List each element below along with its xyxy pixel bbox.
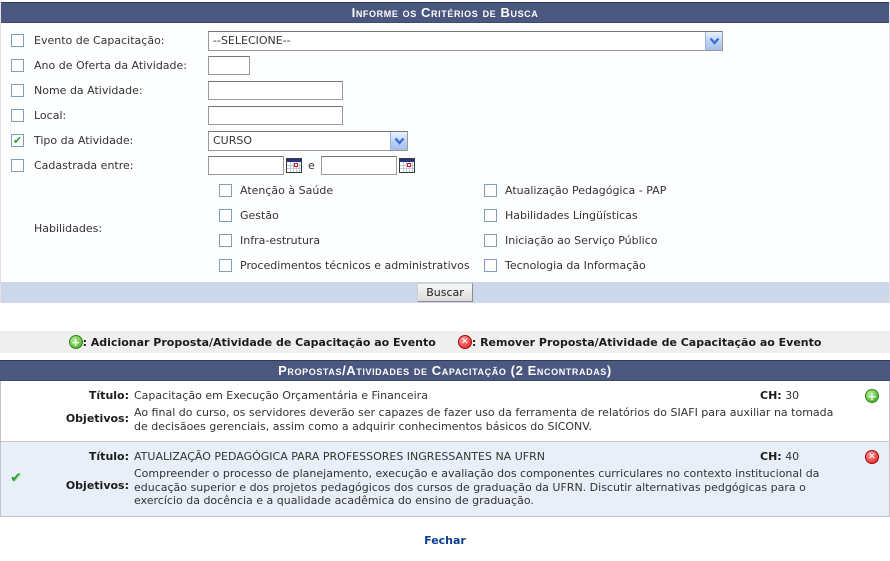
ano-checkbox[interactable] bbox=[11, 59, 24, 72]
legend-bar bbox=[0, 331, 890, 353]
habilidade-item bbox=[484, 253, 889, 278]
calendar-icon[interactable] bbox=[286, 158, 302, 173]
habilidade-checkbox-iniciacao-servico[interactable] bbox=[484, 234, 497, 247]
cadastrada-label: Cadastrada entre: bbox=[34, 159, 134, 172]
form-row-nome bbox=[1, 78, 889, 103]
chevron-down-icon bbox=[705, 32, 722, 50]
habilidade-item bbox=[219, 228, 484, 253]
date-range-separator: e bbox=[308, 159, 315, 172]
objetivos-value: Ao final do curso, os servidores deverão ser capazes de fazer uso da ferramenta de relatórios do SIAFI para auxiliar na tomada de decisãoes gerenciais, assim como a adquirir conhecimentos básicos do SICONV. bbox=[134, 406, 834, 433]
nome-input[interactable] bbox=[208, 81, 343, 100]
habilidade-item bbox=[484, 203, 889, 228]
evento-checkbox[interactable] bbox=[11, 34, 24, 47]
remove-proposal-icon[interactable]: ✕ bbox=[865, 450, 879, 464]
search-form-body bbox=[1, 23, 889, 282]
habilidade-checkbox-tecnologia[interactable] bbox=[484, 259, 497, 272]
evento-label: Evento de Capacitação: bbox=[34, 34, 165, 47]
ch-cell bbox=[760, 449, 855, 464]
ano-label: Ano de Oferta da Atividade: bbox=[34, 59, 188, 72]
data-inicio-input[interactable] bbox=[208, 156, 284, 175]
legend-remove-text: : Remover Proposta/Atividade de Capacitação ao Evento bbox=[471, 335, 822, 349]
habilidade-checkbox-atualizacao-pap[interactable] bbox=[484, 184, 497, 197]
row-selected-indicator bbox=[1, 449, 31, 508]
habilidade-item bbox=[219, 178, 484, 203]
habilidade-label: Atenção à Saúde bbox=[240, 184, 334, 197]
objetivos-label: Objetivos: bbox=[65, 411, 129, 425]
form-row-cadastrada bbox=[1, 153, 889, 178]
habilidade-label: Atualização Pedagógica - PAP bbox=[505, 184, 667, 197]
habilidade-label: Infra-estrutura bbox=[240, 234, 321, 247]
results-panel bbox=[0, 360, 890, 517]
legend-add bbox=[69, 335, 436, 349]
objetivos-label: Objetivos: bbox=[65, 479, 129, 493]
titulo-value: ATUALIZAÇÃO PEDAGÓGICA PARA PROFESSORES INGRESSANTES NA UFRN bbox=[134, 450, 545, 463]
add-proposal-icon[interactable]: + bbox=[865, 389, 879, 403]
form-row-ano bbox=[1, 53, 889, 78]
local-label: Local: bbox=[34, 109, 67, 122]
evento-select[interactable] bbox=[208, 31, 723, 51]
habilidade-label: Tecnologia da Informação bbox=[505, 259, 646, 272]
calendar-icon[interactable] bbox=[399, 158, 415, 173]
form-row-habilidades bbox=[1, 178, 889, 278]
legend-remove bbox=[458, 335, 822, 349]
ch-value: 30 bbox=[785, 389, 800, 402]
row-selected-indicator bbox=[1, 388, 31, 433]
search-criteria-panel bbox=[0, 2, 890, 303]
objetivos-value: Compreender o processo de planejamento, execução e avaliação dos componentes curriculares no contexto institucional da educação superior e dos projetos pedagógicos dos cursos de graduação da UFRN. Discutir alternativas pedgógicas para o exercício da docência e a qualidade acadêmica do ensino de graduação. bbox=[134, 467, 820, 507]
habilidade-label: Procedimentos técnicos e administrativos bbox=[240, 259, 470, 272]
row-action-cell bbox=[855, 449, 889, 464]
form-row-tipo bbox=[1, 128, 889, 153]
cadastrada-checkbox[interactable] bbox=[11, 159, 24, 172]
tipo-label: Tipo da Atividade: bbox=[34, 134, 134, 147]
results-body bbox=[0, 381, 890, 517]
chevron-down-icon bbox=[390, 132, 407, 150]
habilidades-label: Habilidades: bbox=[34, 221, 103, 235]
nome-checkbox[interactable] bbox=[11, 84, 24, 97]
titulo-label: Título: bbox=[88, 389, 129, 402]
result-row-1 bbox=[1, 381, 889, 441]
habilidade-checkbox-atencao-saude[interactable] bbox=[219, 184, 232, 197]
check-icon: ✔ bbox=[10, 470, 22, 487]
legend-add-text: : Adicionar Proposta/Atividade de Capacitação ao Evento bbox=[82, 335, 436, 349]
habilidade-item bbox=[219, 203, 484, 228]
local-input[interactable] bbox=[208, 106, 343, 125]
search-panel-title: Informe os Critérios de Busca bbox=[1, 2, 889, 23]
nome-label: Nome da Atividade: bbox=[34, 84, 143, 97]
results-panel-title: Propostas/Atividades de Capacitação (2 Encontradas) bbox=[0, 360, 890, 381]
tipo-checkbox[interactable] bbox=[11, 134, 24, 147]
ano-input[interactable] bbox=[208, 56, 250, 75]
form-row-evento bbox=[1, 28, 889, 53]
ch-label: CH: bbox=[760, 389, 782, 402]
habilidade-checkbox-linguisticas[interactable] bbox=[484, 209, 497, 222]
evento-select-value: --SELECIONE-- bbox=[213, 34, 291, 47]
habilidade-item bbox=[484, 178, 889, 203]
habilidades-column-2 bbox=[484, 178, 889, 278]
habilidade-label: Habilidades Lingüísticas bbox=[505, 209, 638, 222]
habilidade-checkbox-gestao[interactable] bbox=[219, 209, 232, 222]
habilidade-checkbox-procedimentos[interactable] bbox=[219, 259, 232, 272]
remove-icon: ✕ bbox=[458, 335, 472, 349]
titulo-value: Capacitação em Execução Orçamentária e Financeira bbox=[134, 389, 428, 402]
form-row-local bbox=[1, 103, 889, 128]
tipo-select-value: CURSO bbox=[213, 134, 253, 147]
habilidade-label: Iniciação ao Serviço Público bbox=[505, 234, 658, 247]
habilidade-item bbox=[484, 228, 889, 253]
add-icon: + bbox=[69, 335, 83, 349]
ch-label: CH: bbox=[760, 450, 782, 463]
submit-bar bbox=[1, 282, 889, 303]
result-row-2 bbox=[1, 441, 889, 516]
habilidade-label: Gestão bbox=[240, 209, 279, 222]
habilidade-item bbox=[219, 253, 484, 278]
footer bbox=[0, 534, 890, 547]
buscar-button[interactable]: Buscar bbox=[417, 283, 473, 302]
titulo-label: Título: bbox=[88, 450, 129, 463]
habilidade-checkbox-infraestrutura[interactable] bbox=[219, 234, 232, 247]
row-action-cell bbox=[855, 388, 889, 403]
ch-value: 40 bbox=[785, 450, 800, 463]
data-fim-input[interactable] bbox=[321, 156, 397, 175]
fechar-link[interactable]: Fechar bbox=[424, 533, 466, 547]
local-checkbox[interactable] bbox=[11, 109, 24, 122]
habilidades-column-1 bbox=[219, 178, 484, 278]
tipo-select[interactable] bbox=[208, 131, 408, 151]
ch-cell bbox=[760, 388, 855, 403]
